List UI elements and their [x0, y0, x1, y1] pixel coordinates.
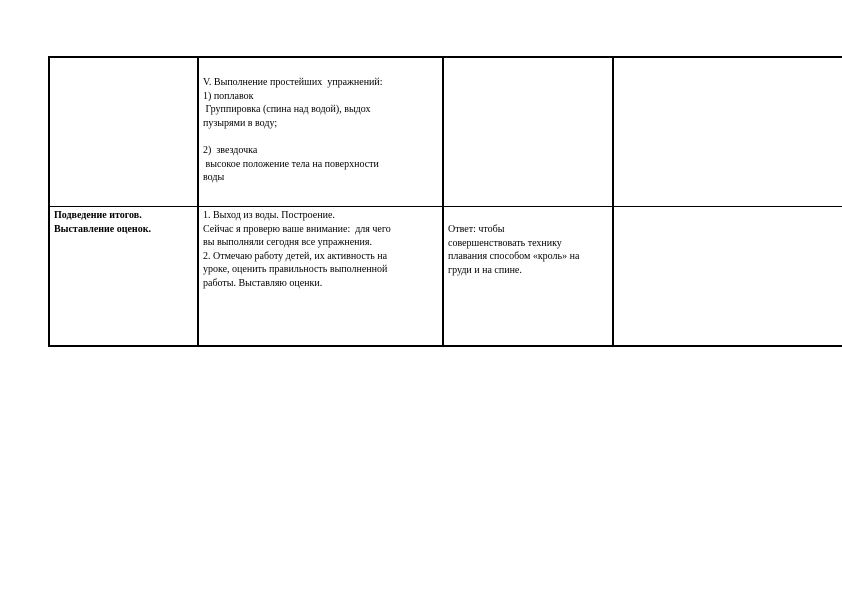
text-line: Ответ: чтобы: [448, 224, 505, 235]
notes-cell: [613, 207, 842, 347]
text-line: высокое положение тела на поверхности: [203, 158, 379, 170]
text-line: пузырями в воду;: [203, 117, 278, 129]
teacher-actions-cell: [198, 57, 443, 207]
text-line: V. Выполнение простейших упражнений:: [203, 77, 383, 88]
text-line: 1) поплавок: [203, 90, 254, 102]
table-row-summary: [49, 207, 842, 347]
text-line: плавания способом «кроль» на: [448, 251, 580, 263]
table-row-exercises: [49, 57, 842, 207]
text-line: уроке, оценить правильность выполненной: [203, 264, 388, 276]
stage-title: Выставление оценок.: [54, 223, 151, 235]
stage-cell: [49, 207, 198, 347]
text-line: Группировка (спина над водой), выдох: [203, 104, 371, 116]
teacher-actions-cell: [198, 207, 443, 347]
text-line: 2. Отмечаю работу детей, их активность на: [203, 250, 388, 262]
notes-cell: [613, 57, 842, 207]
text-line: Сейчас я проверю ваше внимание: для чего: [203, 223, 391, 235]
text-line: вы выполняли сегодня все упражнения.: [203, 237, 372, 249]
lesson-plan-table: [48, 56, 842, 347]
stage-cell: [49, 57, 198, 207]
text-line: воды: [203, 172, 225, 184]
text-line: совершенствовать технику: [448, 237, 562, 249]
student-actions-cell: [443, 57, 613, 207]
stage-title: Подведение итогов.: [54, 210, 142, 221]
text-line: 2) звездочка: [203, 144, 258, 156]
text-line: груди и на спине.: [448, 264, 522, 276]
text-line: [203, 130, 438, 144]
text-line: работы. Выставляю оценки.: [203, 277, 323, 289]
text-line: 1. Выход из воды. Построение.: [203, 210, 335, 221]
student-actions-cell: [443, 207, 613, 347]
